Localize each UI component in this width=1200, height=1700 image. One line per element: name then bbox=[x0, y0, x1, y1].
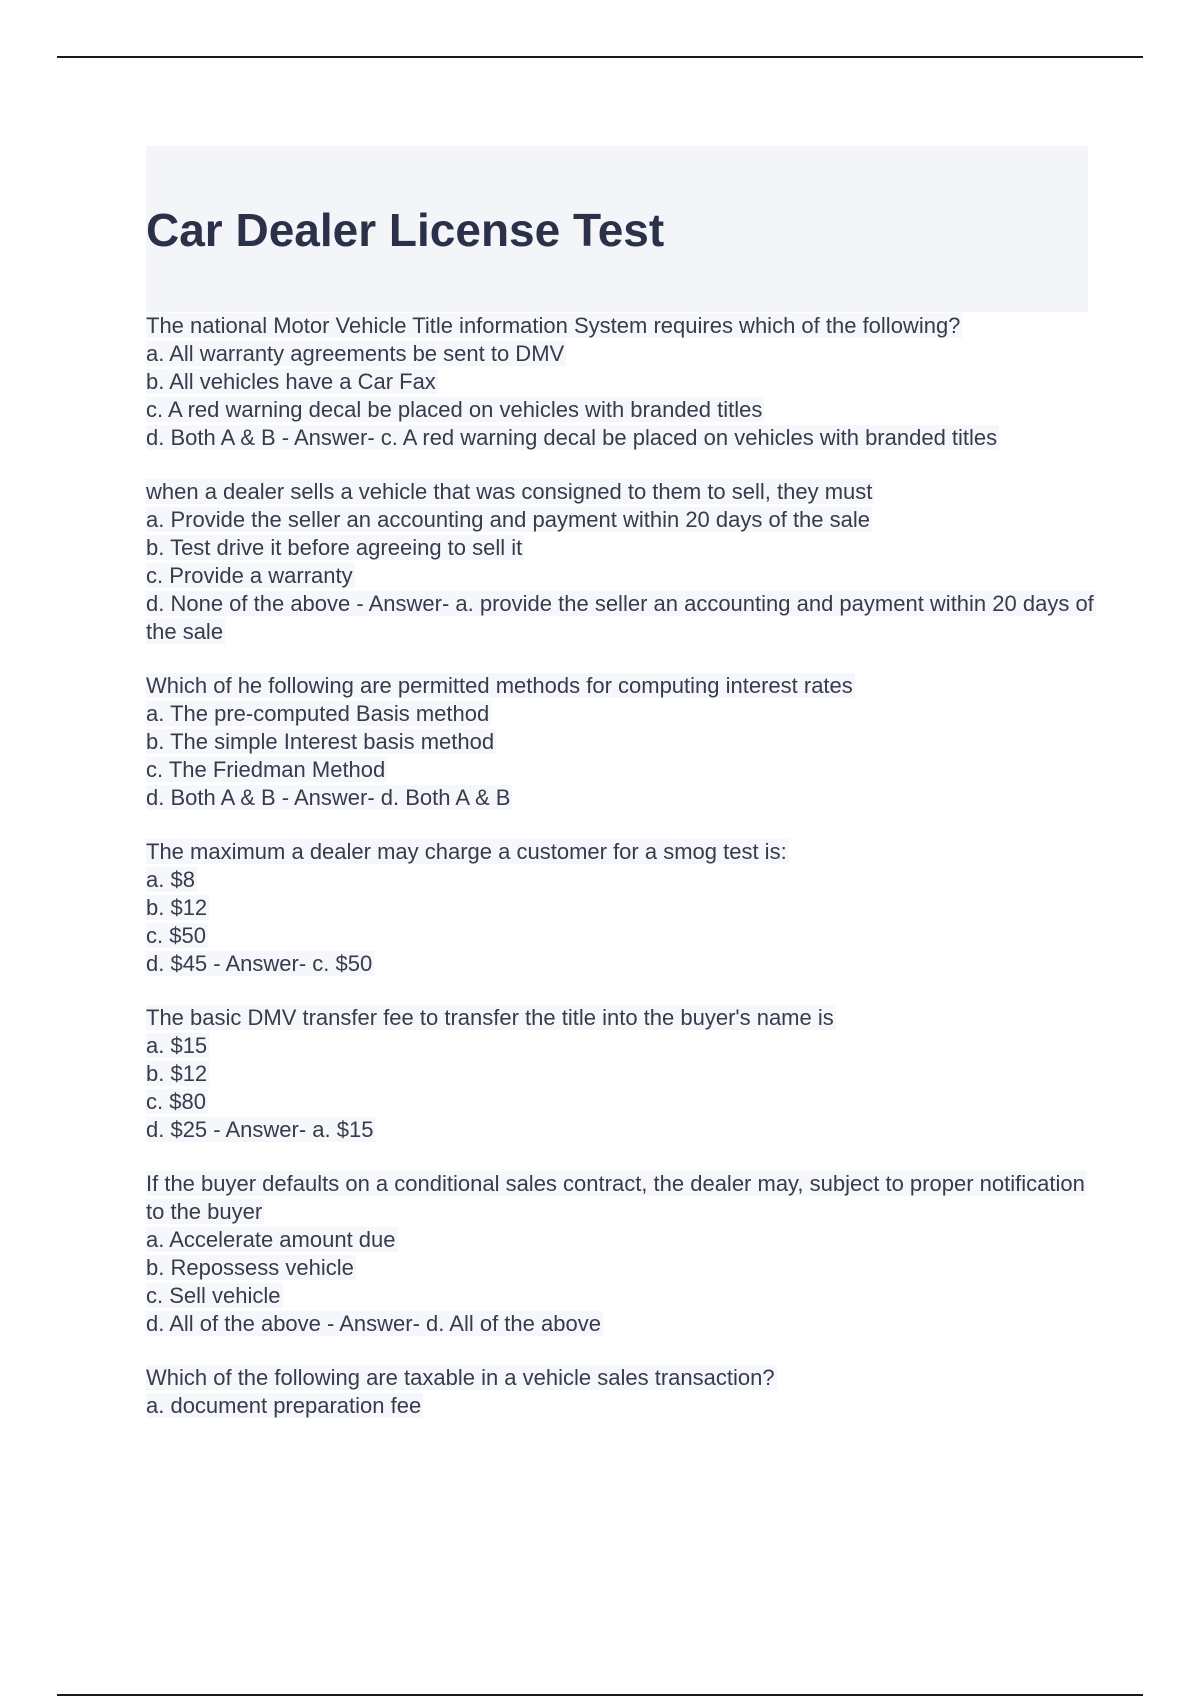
question-block-7 bbox=[146, 1364, 1096, 1420]
question-block-4 bbox=[146, 838, 1096, 978]
question-block-6 bbox=[146, 1170, 1096, 1338]
question-text: The basic DMV transfer fee to transfer the title into the buyer's name is bbox=[146, 1005, 834, 1030]
answer-option-with-answer: d. $25 - Answer- a. $15 bbox=[146, 1117, 374, 1142]
question-text: If the buyer defaults on a conditional sales contract, the dealer may, subject to proper notification to the buyer bbox=[146, 1171, 1085, 1224]
answer-option: a. $8 bbox=[146, 867, 195, 892]
answer-option-with-answer: d. $45 - Answer- c. $50 bbox=[146, 951, 373, 976]
question-block-1 bbox=[146, 312, 1096, 452]
answer-option: b. The simple Interest basis method bbox=[146, 729, 495, 754]
answer-option: a. Provide the seller an accounting and payment within 20 days of the sale bbox=[146, 507, 871, 532]
answer-option: c. Provide a warranty bbox=[146, 563, 353, 588]
answer-option: a. The pre-computed Basis method bbox=[146, 701, 490, 726]
answer-option-with-answer: d. Both A & B - Answer- d. Both A & B bbox=[146, 785, 511, 810]
answer-option: c. A red warning decal be placed on vehicles with branded titles bbox=[146, 397, 763, 422]
answer-option: b. Test drive it before agreeing to sell it bbox=[146, 535, 523, 560]
question-block-3 bbox=[146, 672, 1096, 812]
question-text: The maximum a dealer may charge a customer for a smog test is: bbox=[146, 839, 787, 864]
answer-option: b. All vehicles have a Car Fax bbox=[146, 369, 436, 394]
answer-option: c. The Friedman Method bbox=[146, 757, 386, 782]
question-text: The national Motor Vehicle Title information System requires which of the following? bbox=[146, 313, 961, 338]
document-title: Car Dealer License Test bbox=[146, 204, 665, 256]
answer-option: a. Accelerate amount due bbox=[146, 1227, 396, 1252]
answer-option-with-answer: d. All of the above - Answer- d. All of the above bbox=[146, 1311, 601, 1336]
question-text: Which of the following are taxable in a vehicle sales transaction? bbox=[146, 1365, 775, 1390]
answer-option: c. $50 bbox=[146, 923, 206, 948]
answer-option: c. $80 bbox=[146, 1089, 206, 1114]
question-text: when a dealer sells a vehicle that was consigned to them to sell, they must bbox=[146, 479, 873, 504]
question-list bbox=[146, 312, 1096, 1446]
answer-option: b. $12 bbox=[146, 895, 208, 920]
answer-option: a. $15 bbox=[146, 1033, 208, 1058]
answer-option: a. All warranty agreements be sent to DMV bbox=[146, 341, 565, 366]
answer-option-with-answer: d. None of the above - Answer- a. provide the seller an accounting and payment within 20 days of the sale bbox=[146, 591, 1094, 644]
answer-option: b. $12 bbox=[146, 1061, 208, 1086]
question-text: Which of he following are permitted methods for computing interest rates bbox=[146, 673, 853, 698]
bottom-rule bbox=[57, 1694, 1143, 1696]
top-rule bbox=[57, 56, 1143, 58]
answer-option: c. Sell vehicle bbox=[146, 1283, 281, 1308]
answer-option-with-answer: d. Both A & B - Answer- c. A red warning decal be placed on vehicles with branded titles bbox=[146, 425, 998, 450]
question-block-5 bbox=[146, 1004, 1096, 1144]
question-block-2 bbox=[146, 478, 1096, 646]
answer-option: a. document preparation fee bbox=[146, 1393, 422, 1418]
answer-option: b. Repossess vehicle bbox=[146, 1255, 354, 1280]
